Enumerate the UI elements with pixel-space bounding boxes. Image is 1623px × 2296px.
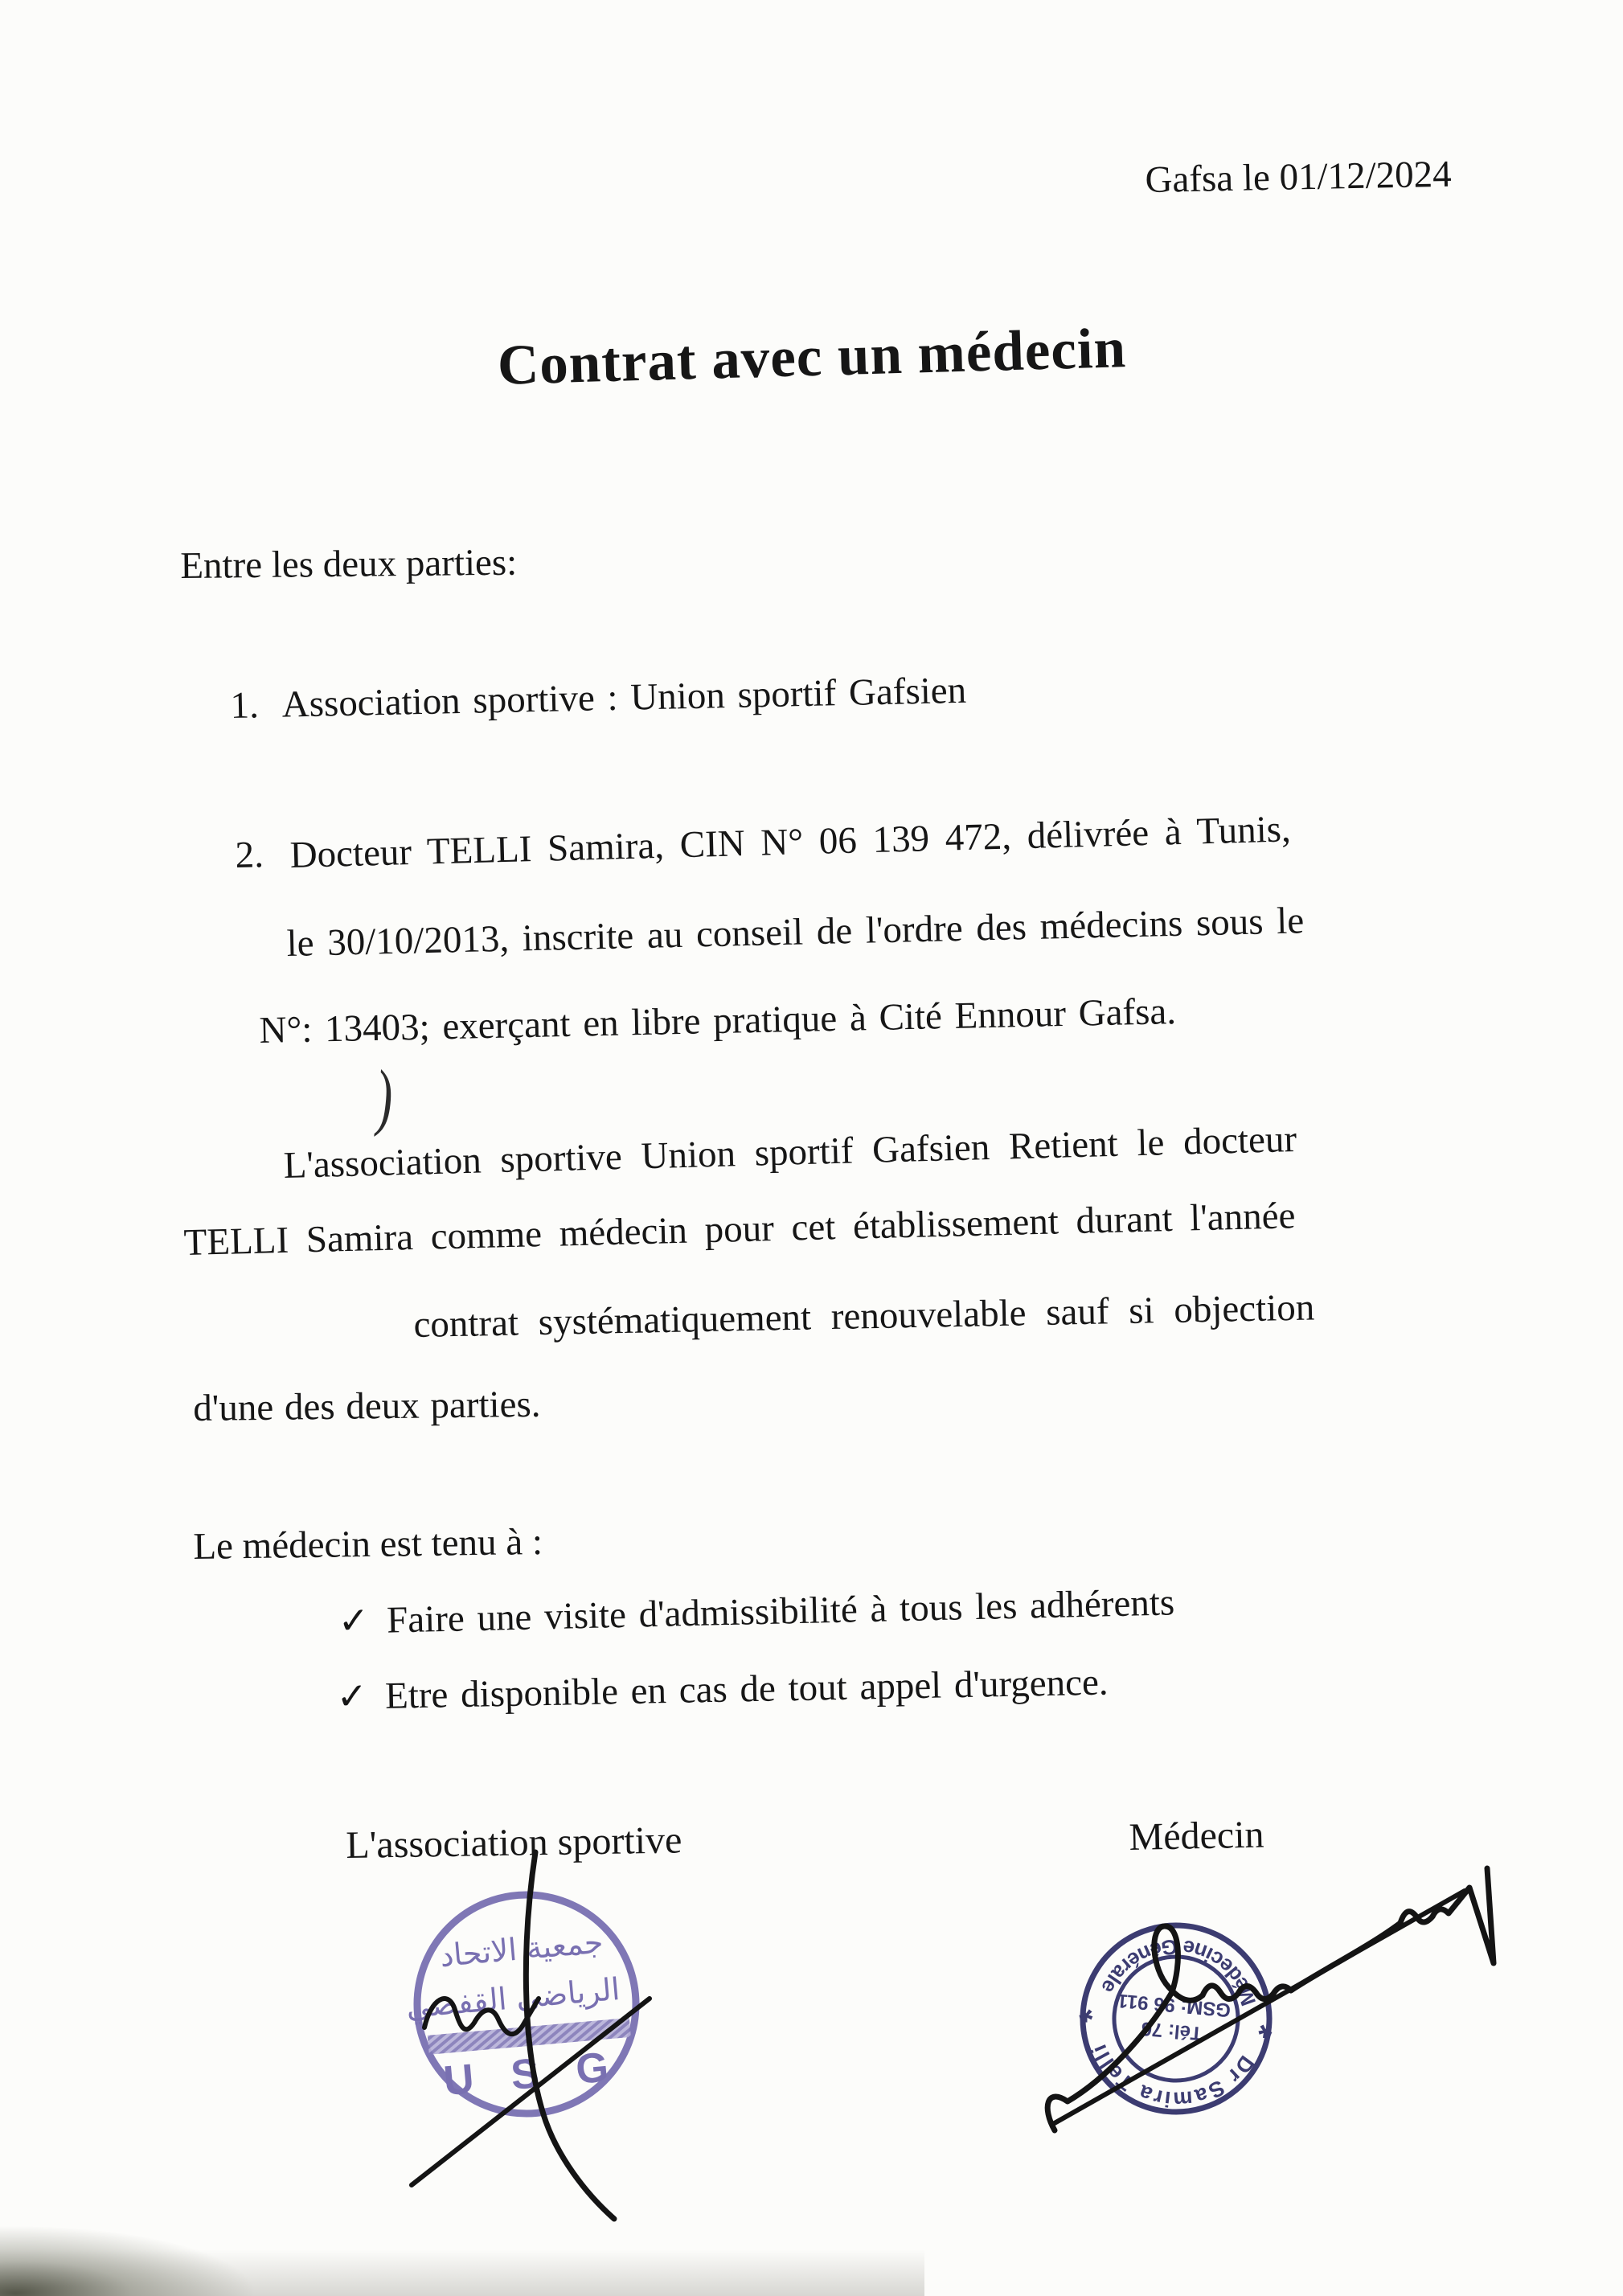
stamp-ring-bottom-text: Médecine Générale [1096, 1934, 1261, 2010]
party2-line-1: Docteur TELLI Samira, CIN N° 06 139 472, délivrée à Tunis, [289, 808, 1292, 876]
stray-pen-mark: ) [372, 1056, 398, 1140]
stamp-arabic-line-1: جمعية الاتحاد [438, 1924, 605, 1974]
stamp-acronym: U S G [441, 2043, 624, 2105]
stamp-ring-top-text: Dr Samira Telli [1086, 2040, 1260, 2113]
association-signature [378, 1841, 683, 2227]
paragraph-line-4: d'une des deux parties. [193, 1383, 541, 1429]
obligations-heading: Le médecin est tenu à : [193, 1520, 543, 1568]
checkmark-icon: ✓ [336, 1674, 368, 1718]
scan-smudge-corner [0, 2225, 257, 2296]
stamp-star-right: * [1077, 1989, 1096, 2030]
association-signature-label: L'association sportive [346, 1818, 682, 1867]
party-item-1 [230, 668, 967, 729]
party-number: 1. [230, 684, 260, 727]
paragraph-line-1: L'association sportive Union sportif Gafsien Retient le docteur [283, 1117, 1297, 1187]
party2-line-2: le 30/10/2013, inscrite au conseil de l'ordre des médecins sous le [286, 900, 1305, 965]
document-title: Contrat avec un médecin [496, 317, 1127, 397]
stamp-center-line-2: GSM: 96 911 [1116, 1989, 1232, 2021]
stamp-arabic-line-2: الرياضي القفصي [404, 1970, 621, 2025]
obligation-item-2 [336, 1659, 1109, 1721]
paragraph-line-3: contrat systématiquement renouvelable sauf si objection [413, 1286, 1315, 1346]
intro-line: Entre les deux parties: [180, 541, 518, 587]
stamp-star-left: * [1257, 2005, 1275, 2046]
doctor-signature [1014, 1835, 1529, 2156]
stamp-center-line-1: Tél: 76 [1140, 2017, 1203, 2044]
obligation-text: Etre disponible en cas de tout appel d'urgence. [384, 1661, 1109, 1717]
party-number: 2. [235, 834, 264, 876]
party-text: Association sportive : Union sportif Gafsien [281, 669, 967, 726]
medecin-signature-label: Médecin [1129, 1813, 1265, 1859]
date-line: Gafsa le 01/12/2024 [1144, 153, 1452, 201]
obligation-item-1 [338, 1579, 1175, 1645]
obligation-text: Faire une visite d'admissibilité à tous les adhérents [386, 1581, 1175, 1642]
paragraph-line-2: TELLI Samira comme médecin pour cet établissement durant l'année [183, 1195, 1297, 1264]
party2-line-3: N°: 13403; exerçant en libre pratique à Cité Ennour Gafsa. [259, 990, 1177, 1052]
checkmark-icon: ✓ [338, 1598, 370, 1642]
